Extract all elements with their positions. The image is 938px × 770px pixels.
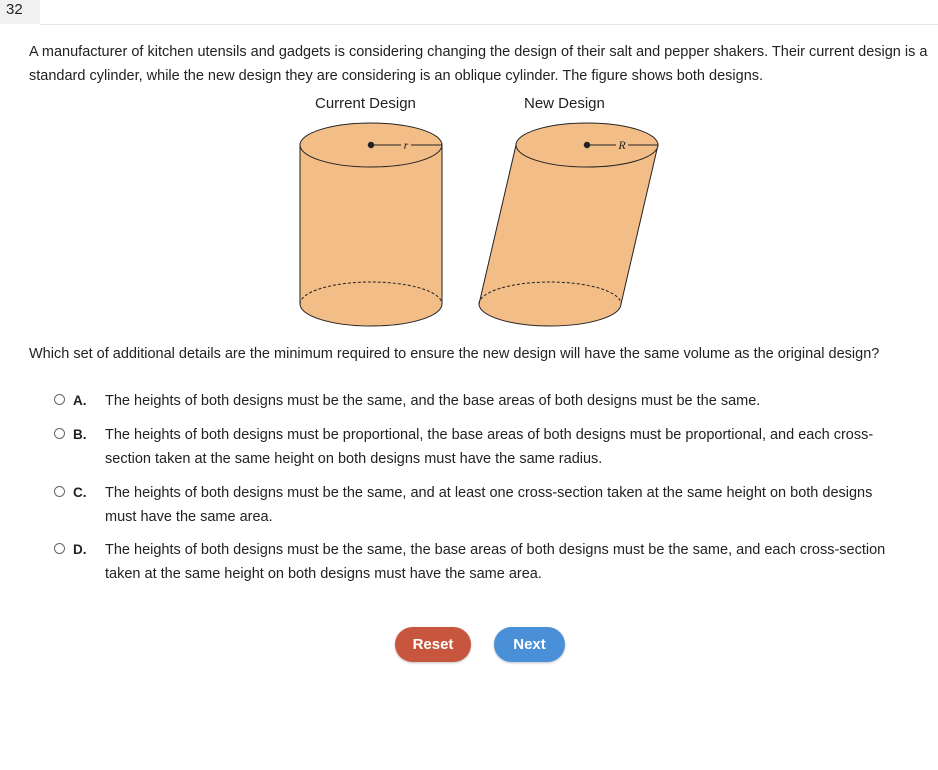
option-letter: C. (73, 485, 87, 500)
question-number: 32 (0, 0, 40, 24)
option-letter: A. (73, 393, 87, 408)
question-text: Which set of additional details are the minimum required to ensure the new design will have the same volume as the original design? (29, 346, 880, 362)
new-cylinder (479, 123, 658, 326)
cylinder-figure (290, 92, 670, 332)
radio-option-d[interactable] (54, 543, 65, 554)
option-text: The heights of both designs must be the same, and the base areas of both designs must be the same. (105, 393, 761, 409)
radio-option-a[interactable] (54, 394, 65, 405)
option-text: The heights of both designs must be proportional, the base areas of both designs must be proportional, and each cross-section taken at the same height on both designs must have the same radius. (105, 427, 874, 467)
option-letter: D. (73, 542, 87, 557)
option-text: The heights of both designs must be the same, the base areas of both designs must be the same, and each cross-section taken at the same height on both designs must have the same area. (105, 542, 886, 582)
new-design-label: New Design (524, 95, 605, 112)
option-text: The heights of both designs must be the same, and at least one cross-section taken at the same height on both designs must have the same area. (105, 485, 873, 525)
next-button[interactable]: Next (494, 627, 565, 662)
radio-option-c[interactable] (54, 486, 65, 497)
current-cylinder (300, 123, 442, 326)
current-radius-label: r (403, 138, 409, 152)
question-prompt: A manufacturer of kitchen utensils and gadgets is considering changing the design of their salt and pepper shakers. Their current design is a standard cylinder, while the new design they are considering is an oblique cylinder. The figure shows both designs. (29, 44, 928, 84)
option-letter: B. (73, 427, 87, 442)
header-divider (40, 24, 938, 25)
radio-option-b[interactable] (54, 428, 65, 439)
current-design-label: Current Design (315, 95, 416, 112)
reset-button[interactable]: Reset (395, 627, 471, 662)
cylinders-drawing (290, 92, 670, 332)
new-radius-label: R (618, 138, 626, 152)
